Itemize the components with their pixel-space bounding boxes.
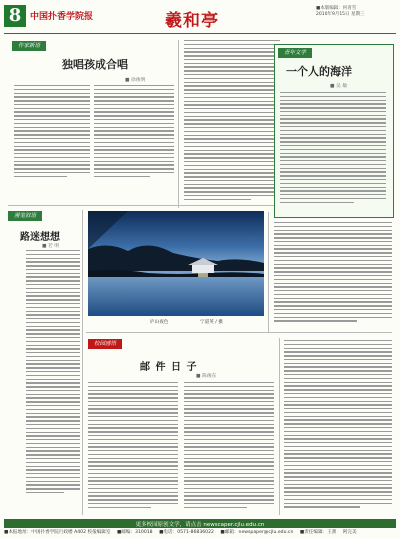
- footer-info: [4, 529, 396, 537]
- column-divider-3: [268, 212, 269, 332]
- article-headline-3: 一个人的海洋: [286, 65, 352, 78]
- article-body-1a: [14, 85, 90, 180]
- footer-email: ■邮箱：newspaper@cjlu.edu.cn: [220, 530, 294, 535]
- photo-caption-title: 庐山夜色: [150, 320, 169, 325]
- article-body-2: [184, 40, 280, 203]
- header-rule: [4, 33, 396, 34]
- column-tag-writer: 作家新语: [12, 41, 46, 51]
- footer-editor: ■责任编辑：王蕾: [299, 530, 337, 535]
- footer-address: ■本报地址：中国扑香学院行政楼 A402 校报编辑室: [4, 530, 111, 535]
- article-body-3b: [274, 222, 392, 324]
- article-headline-1: 独唱孩成合唱: [62, 58, 128, 71]
- article-byline-1: ■ 徐俊明: [125, 78, 146, 83]
- article-body-1b: [94, 85, 174, 180]
- section-title: 羲和亭: [165, 11, 219, 31]
- footer-postcode: ■邮编：310018: [116, 530, 153, 535]
- column-divider-2: [82, 210, 83, 515]
- column-tag-essay: 漫笔叙语: [8, 211, 42, 221]
- photo-caption-credit: 宁道英 / 摄: [200, 320, 223, 325]
- article-byline-2b: ■ 陈俊东: [196, 374, 217, 379]
- edition-editor: ■本版编辑：何青雪: [316, 6, 357, 11]
- edition-info: [316, 6, 396, 18]
- article-headline-2b: 邮 件 日 子: [140, 362, 198, 373]
- article-body-2b-a: [88, 382, 178, 511]
- page-footer: [0, 519, 400, 539]
- column-tag-youth: 青年文学: [278, 48, 312, 58]
- article-body-1c: [26, 250, 80, 496]
- article-byline-3: ■ 吴 敏: [330, 84, 348, 89]
- article-body-2b-c: [284, 340, 392, 510]
- page-header: [0, 0, 400, 36]
- section-divider: [8, 205, 274, 206]
- article-headline-1b: 路迷想想: [20, 232, 60, 243]
- lake-night-image: [88, 211, 264, 316]
- footer-banner-text: 更多校园原创文学，请点击 newscaper.cjlu.edu.cn: [135, 522, 265, 528]
- column-divider-1: [178, 40, 179, 208]
- footer-banner: [4, 519, 396, 528]
- edition-date: 2010年9月15日 星期三: [316, 12, 365, 17]
- footer-designer: 阿完美: [342, 530, 357, 535]
- paper-name: 中国扑香学院报: [30, 12, 94, 22]
- column-divider-4: [279, 338, 280, 515]
- footer-phone: ■电话：0571-86836022: [159, 530, 214, 535]
- section-divider-2: [86, 332, 392, 333]
- article-byline-1b: ■ 若 明: [42, 244, 60, 249]
- article-body-3: [280, 92, 386, 205]
- page-number: 8: [4, 5, 26, 27]
- column-tag-campus: 校园感悟: [88, 339, 122, 349]
- lake-photo: [88, 211, 264, 316]
- article-body-2b-b: [184, 382, 274, 511]
